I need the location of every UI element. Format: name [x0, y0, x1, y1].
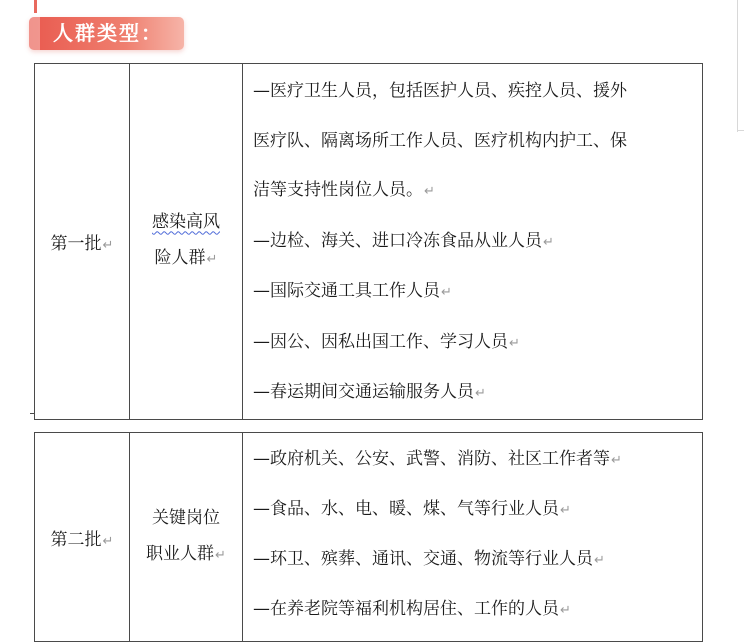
list-item	[253, 535, 702, 585]
batch-label: 第一批	[50, 233, 102, 254]
heading-stripe	[29, 17, 40, 50]
list-item	[253, 217, 702, 268]
batch-table-2	[34, 432, 703, 642]
list-item-text: 医疗队、隔离场所工作人员、医疗机构内护工、保	[253, 130, 627, 151]
paragraph-mark: ↵	[441, 285, 452, 300]
list-item	[253, 267, 702, 318]
paragraph-mark: ↵	[102, 533, 114, 549]
list-item	[253, 318, 702, 369]
type-line	[130, 204, 242, 240]
paragraph-mark: ↵	[102, 237, 114, 253]
right-margin-rule	[737, 0, 738, 132]
paragraph-mark: ↵	[424, 184, 435, 199]
type-line	[130, 500, 242, 536]
paragraph-mark: ↵	[509, 335, 520, 351]
type-line	[130, 536, 242, 574]
list-item	[253, 166, 702, 217]
paragraph-mark: ↵	[560, 503, 571, 518]
type-line-text: 险人群	[154, 248, 206, 269]
section-heading-banner	[29, 17, 184, 50]
right-margin-rule-tick	[737, 130, 744, 131]
list-item-text: —在养老院等福利机构居住、工作的人员	[253, 599, 559, 619]
batch-table-1	[34, 63, 703, 420]
population-list-cell[interactable]	[243, 433, 703, 642]
type-line-text: 职业人群	[146, 544, 215, 564]
batch-cell[interactable]	[35, 64, 130, 420]
list-item-text: —食品、水、电、暖、煤、气等行业人员	[253, 499, 559, 519]
list-item	[253, 435, 702, 485]
list-item	[253, 368, 702, 419]
paragraph-mark: ↵	[475, 386, 486, 401]
population-list-cell[interactable]	[243, 64, 703, 420]
section-heading: 人群类型：	[53, 21, 163, 45]
paragraph-mark: ↵	[611, 453, 622, 468]
paragraph-mark: ↵	[206, 252, 218, 268]
list-item-text: —政府机关、公安、武警、消防、社区工作者等	[253, 449, 610, 469]
paragraph-mark: ↵	[594, 553, 605, 568]
table-row	[35, 64, 703, 420]
batch-cell[interactable]	[35, 433, 130, 642]
list-item	[253, 117, 702, 167]
list-item-text: 洁等支持性岗位人员。	[253, 180, 423, 200]
type-line	[130, 240, 242, 278]
population-type-cell[interactable]	[130, 64, 243, 420]
list-item	[253, 485, 702, 535]
paragraph-mark: ↵	[560, 603, 571, 618]
list-item	[253, 67, 702, 117]
list-item-text: —国际交通工具工作人员	[253, 281, 440, 301]
list-item-text: —春运期间交通运输服务人员	[253, 382, 474, 402]
list-item	[253, 585, 702, 635]
list-item-text: —医疗卫生人员，包括医护人员、疾控人员、援外	[253, 81, 627, 101]
list-item-text: —边检、海关、进口冷冻食品从业人员	[253, 230, 542, 251]
table-row	[35, 433, 703, 642]
list-item-text: —环卫、殡葬、通讯、交通、物流等行业人员	[253, 549, 593, 569]
population-type-cell[interactable]	[130, 433, 243, 642]
paragraph-mark: ↵	[215, 548, 226, 563]
type-line-text: 感染高风	[152, 212, 220, 233]
top-accent-stub	[34, 0, 37, 13]
paragraph-mark: ↵	[543, 234, 554, 250]
batch-label: 第二批	[50, 529, 102, 550]
table-border-extension	[30, 413, 34, 414]
type-line-text: 关键岗位	[152, 508, 220, 528]
list-item-text: —因公、因私出国工作、学习人员	[253, 331, 508, 352]
